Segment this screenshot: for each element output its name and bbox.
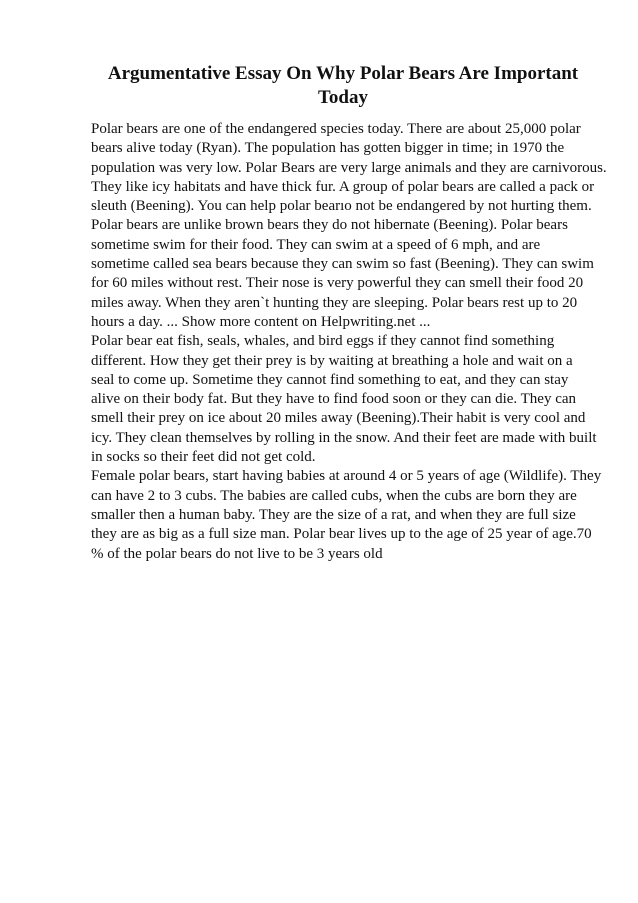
essay-body bbox=[91, 120, 611, 564]
body-line: hours a day. ... Show more content on Helpwriting.net ... bbox=[91, 313, 431, 330]
body-line: Polar bear eat fish, seals, whales, and bird eggs if they cannot find something bbox=[91, 333, 555, 350]
body-line: smell their prey on ice about 20 miles away (Beening).Their habit is very cool and bbox=[91, 410, 586, 427]
title-line: Today bbox=[318, 87, 368, 108]
body-line: for 60 miles without rest. Their nose is very powerful they can smell their food 20 bbox=[91, 275, 584, 292]
body-line: They like icy habitats and have thick fur. A group of polar bears are called a pack or bbox=[91, 178, 595, 195]
body-line: in socks so their feet did not get cold. bbox=[91, 449, 316, 466]
body-line: sleuth (Beening). You can help polar bearıo not be endangered by not hurting them. bbox=[91, 198, 592, 215]
body-line: seal to come up. Sometime they cannot find something to eat, and they can stay bbox=[91, 371, 569, 388]
body-line: Polar bears are one of the endangered species today. There are about 25,000 polar bbox=[91, 121, 581, 137]
body-line: Polar bears are unlike brown bears they do not hibernate (Beening). Polar bears bbox=[91, 217, 568, 234]
body-line: they are as big as a full size man. Polar bear lives up to the age of 25 year of age.70 bbox=[91, 526, 592, 543]
body-line: bears alive today (Ryan). The population has gotten bigger in time; in 1970 the bbox=[91, 140, 565, 157]
body-line: smaller then a human baby. They are the size of a rat, and when they are full size bbox=[91, 506, 576, 523]
body-line: % of the polar bears do not live to be 3 years old bbox=[91, 545, 383, 562]
body-line: sometime called sea bears because they can swim so fast (Beening). They can swim bbox=[91, 256, 594, 273]
body-line: Female polar bears, start having babies at around 4 or 5 years of age (Wildlife). They bbox=[91, 468, 602, 485]
body-line: can have 2 to 3 cubs. The babies are called cubs, when the cubs are born they are bbox=[91, 487, 577, 504]
body-line: miles away. When they aren`t hunting they are sleeping. Polar bears rest up to 20 bbox=[91, 294, 578, 311]
body-line: icy. They clean themselves by rolling in the snow. And their feet are made with built bbox=[91, 429, 597, 446]
essay-title bbox=[92, 62, 594, 110]
body-line: alive on their body fat. But they have to find food soon or they can die. They can bbox=[91, 391, 577, 408]
body-line: different. How they get their prey is by waiting at breathing a hole and wait on a bbox=[91, 352, 573, 369]
body-line: population was very low. Polar Bears are very large animals and they are carnivorous. bbox=[91, 159, 607, 176]
title-line: Argumentative Essay On Why Polar Bears Are Important bbox=[107, 63, 579, 84]
body-line: sometime swim for their food. They can swim at a speed of 6 mph, and are bbox=[91, 236, 541, 253]
